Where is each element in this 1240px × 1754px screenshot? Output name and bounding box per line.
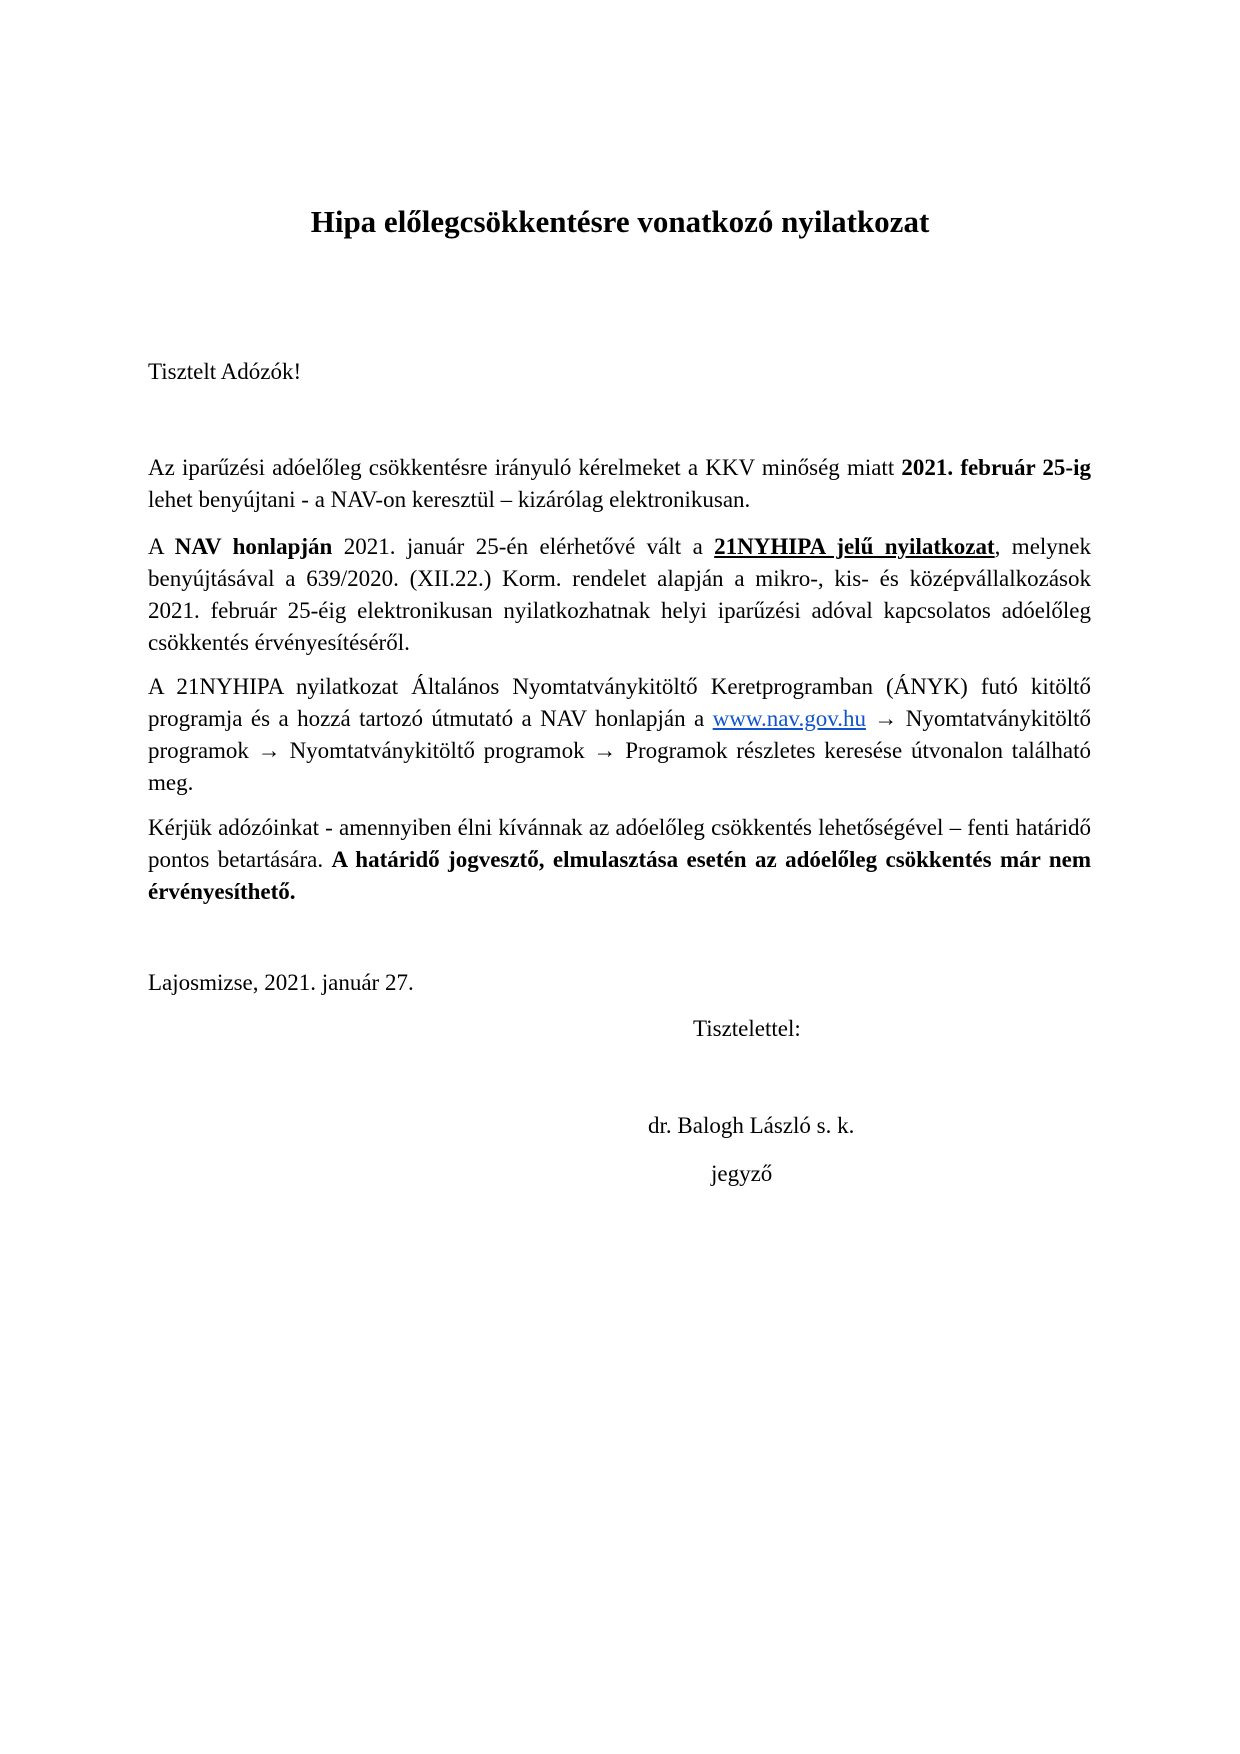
paragraph-text: A (148, 534, 175, 559)
paragraph-text: Az iparűzési adóelőleg csökkentésre irányuló kérelmeket a KKV minőség miatt (148, 455, 902, 480)
signer-name: dr. Balogh László s. k. (648, 1113, 855, 1138)
paragraph-text: → Nyomtatványkitöltő programok → Nyomtatványkitöltő programok → Programok részletes keresése útvonalon található meg. (148, 706, 1091, 795)
paragraph-nav-declaration (148, 531, 1091, 659)
nav-website-link[interactable]: www.nav.gov.hu (712, 706, 866, 731)
paragraph-deadline (148, 452, 1091, 516)
paragraph-text: Kérjük adózóinkat - amennyiben élni kívánnak az adóelőleg csökkentés lehetőségével – fenti határidő pontos betartására. (148, 815, 1091, 872)
paragraph-text: , melynek benyújtásával a 639/2020. (XII.22.) Korm. rendelet alapján a mikro-, kis- és középvállalkozások 2021. február 25-éig elektronikusan nyilatkozhatnak helyi iparűzési adóval kapcsolatos adóelőleg csökkentés érvényesítéséről. (148, 534, 1092, 655)
paragraph-request (148, 812, 1091, 908)
salutation: Tisztelt Adózók! (148, 359, 302, 384)
deadline-date: 2021. február 25-ig (901, 455, 1091, 480)
signer-title: jegyző (711, 1161, 773, 1186)
deadline-warning: A határidő jogvesztő, elmulasztása esetén az adóelőleg csökkentés már nem érvényesíthető. (148, 847, 1091, 904)
paragraph-text: A 21NYHIPA nyilatkozat Általános Nyomtatványkitöltő Keretprogramban (ÁNYK) futó kitöltő programja és a hozzá tartozó útmutató a NAV honlapján a (148, 674, 1091, 731)
paragraph-text: 2021. január 25-én elérhetővé vált a (332, 534, 715, 559)
closing-greeting: Tisztelettel: (693, 1016, 801, 1041)
form-name-emphasis: 21NYHIPA jelű nyilatkozat (714, 534, 995, 559)
document-title: Hipa előlegcsökkentésre vonatkozó nyilatkozat (310, 204, 930, 239)
nav-website-emphasis: NAV honlapján (174, 534, 333, 559)
paragraph-text: lehet benyújtani - a NAV-on keresztül – kizárólag elektronikusan. (148, 487, 751, 512)
place-date: Lajosmizse, 2021. január 27. (148, 970, 414, 995)
paragraph-anyk-program (148, 671, 1091, 799)
